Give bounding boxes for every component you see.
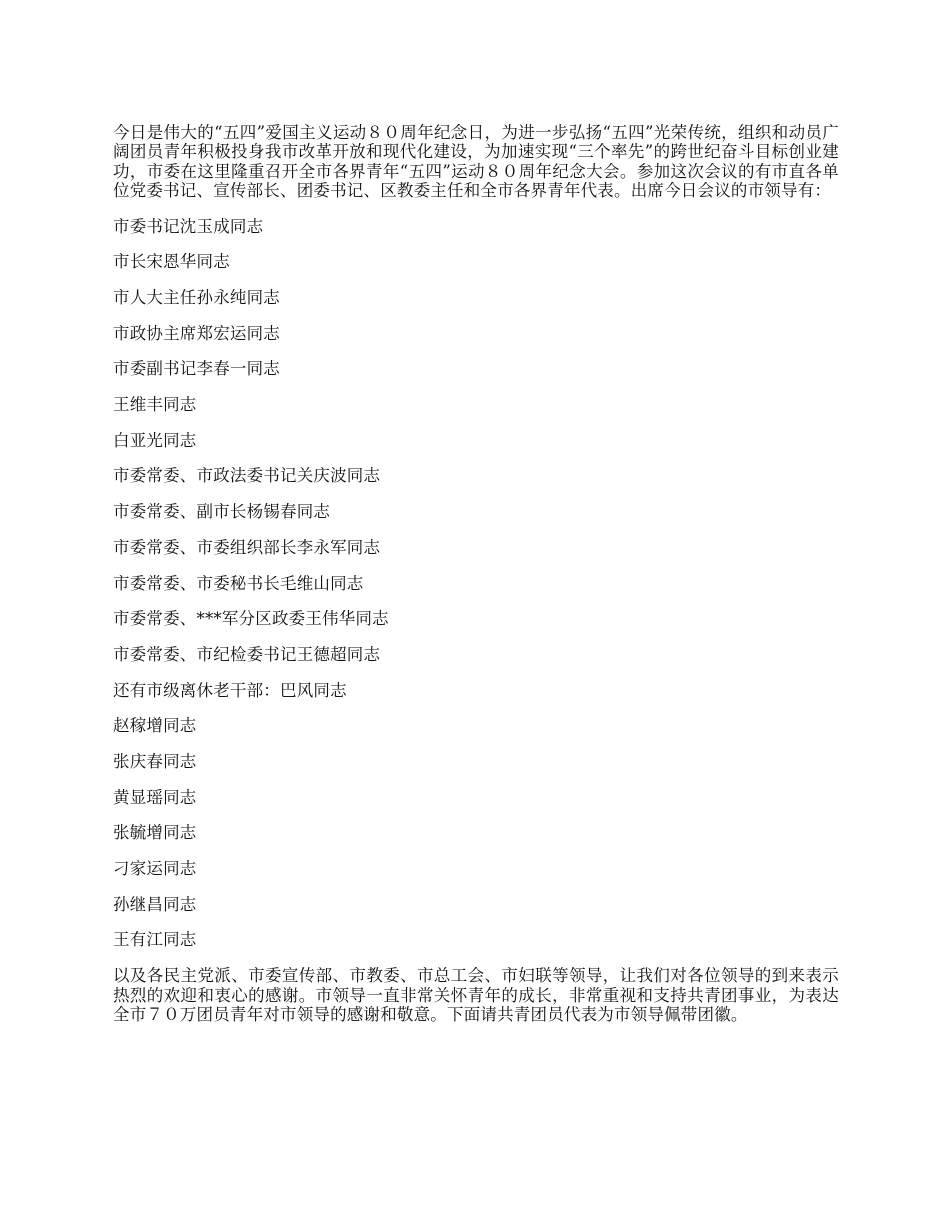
leader-item: 王维丰同志 bbox=[113, 395, 197, 415]
leader-item: 市委常委、副市长杨锡春同志 bbox=[113, 502, 331, 522]
leader-item: 市委常委、市纪检委书记王德超同志 bbox=[113, 644, 381, 664]
leader-item: 市委常委、市政法委书记关庆波同志 bbox=[113, 466, 381, 486]
leader-item: 刁家运同志 bbox=[113, 859, 197, 878]
leader-item: 市长宋恩华同志 bbox=[113, 252, 230, 272]
leader-item: 市委副书记李春一同志 bbox=[113, 359, 280, 379]
leader-item: 市委书记沈玉成同志 bbox=[113, 216, 264, 236]
leader-item: 白亚光同志 bbox=[113, 430, 197, 450]
leader-item: 赵稼增同志 bbox=[113, 716, 197, 736]
leader-item: 市委常委、***军分区政委王伟华同志 bbox=[113, 609, 389, 629]
leader-item: 王有江同志 bbox=[113, 930, 197, 950]
leader-item: 市政协主席郑宏运同志 bbox=[113, 323, 280, 343]
leader-item: 还有市级离休老干部：巴风同志 bbox=[113, 680, 347, 700]
leader-item: 市委常委、市委秘书长毛维山同志 bbox=[113, 573, 364, 593]
leader-item: 黄显瑶同志 bbox=[113, 787, 197, 807]
closing-paragraph: 以及各民主党派、市委宣传部、市教委、市总工会、市妇联等领导，让我们对各位领导的到来表示热烈的欢迎和衷心的感谢。市领导一直非常关怀青年的成长，非常重视和支持共青团事业，为表达全市７０万团员青年对市领导的感谢和敬意。下面请共青团员代表为市领导佩带团徽。 bbox=[113, 966, 839, 1025]
leader-item: 市人大主任孙永纯同志 bbox=[113, 288, 280, 307]
leader-item: 孙继昌同志 bbox=[113, 894, 197, 914]
leaders-list bbox=[113, 217, 839, 950]
leader-item: 张毓增同志 bbox=[113, 823, 197, 843]
document-page bbox=[113, 123, 839, 1024]
leader-item: 市委常委、市委组织部长李永军同志 bbox=[113, 537, 381, 557]
leader-item: 张庆春同志 bbox=[113, 751, 197, 771]
intro-paragraph: 今日是伟大的“五四”爱国主义运动８０周年纪念日，为进一步弘扬“五四”光荣传统，组织和动员广阔团员青年积极投身我市改革开放和现代化建设，为加速实现“三个率先”的跨世纪奋斗目标创业建功，市委在这里隆重召开全市各界青年“五四”运动８０周年纪念大会。参加这次会议的有市直各单位党委书记、宣传部长、团委书记、区教委主任和全市各界青年代表。出席今日会议的市领导有： bbox=[113, 123, 839, 201]
